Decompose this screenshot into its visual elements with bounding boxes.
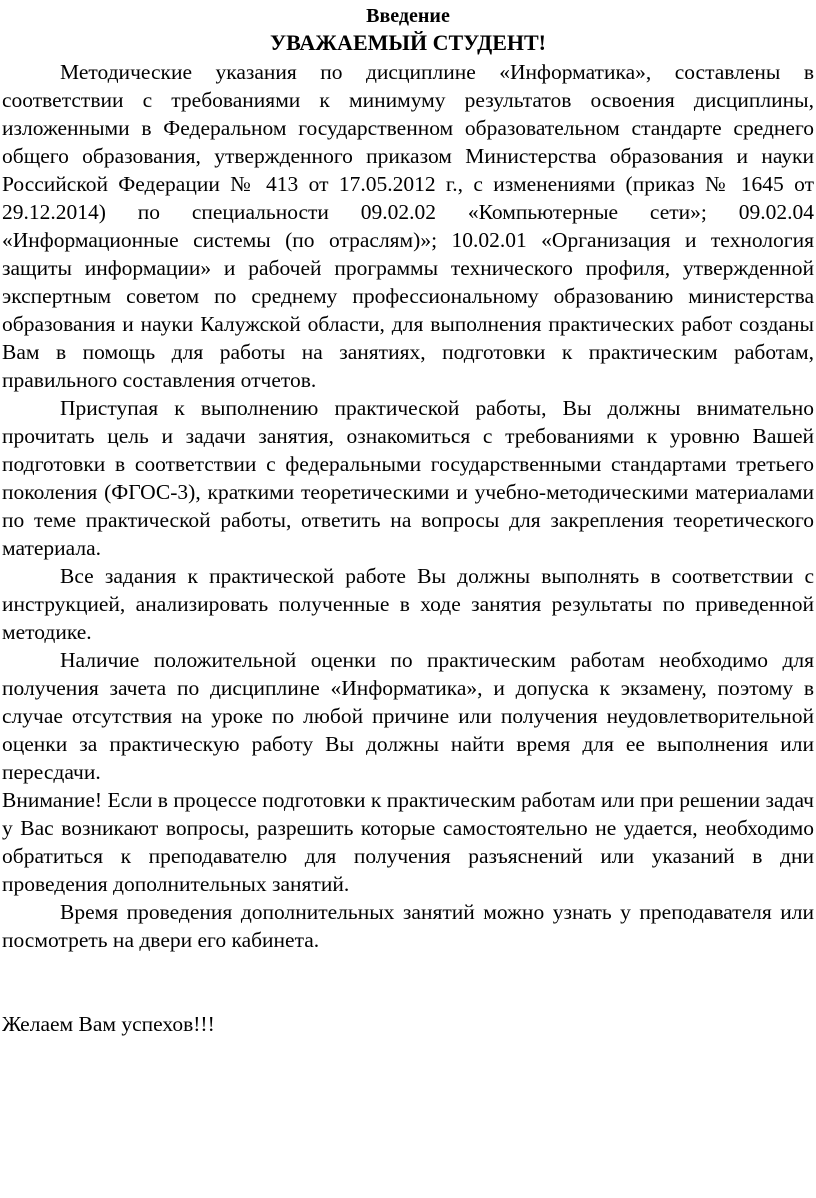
spacer	[2, 954, 814, 1010]
paragraph-preparation: Приступая к выполнению практической работы, Вы должны внимательно прочитать цель и задачи занятия, ознакомиться с требованиями к уровню Вашей подготовки в соответствии с федеральными государственными стандартами третьего поколения (ФГОС-3), краткими теоретическими и учебно-методическими материалами по теме практической работы, ответить на вопросы для закрепления теоретического материала.	[2, 396, 814, 560]
closing-line: Желаем Вам успехов!!!	[2, 1012, 215, 1036]
document-subtitle: УВАЖАЕМЫЙ СТУДЕНТ!	[269, 30, 547, 55]
paragraph-grading: Наличие положительной оценки по практическим работам необходимо для получения зачета по дисциплине «Информатика», и допуска к экзамену, поэтому в случае отсутствия на уроке по любой причине или получения неудовлетворительной оценки за практическую работу Вы должны найти время для ее выполнения или пересдачи.	[2, 648, 814, 784]
paragraph-schedule: Время проведения дополнительных занятий можно узнать у преподавателя или посмотреть на двери его кабинета.	[2, 900, 814, 952]
paragraph-attention: Внимание! Если в процессе подготовки к практическим работам или при решении задач у Вас возникают вопросы, разрешить которые самостоятельно не удается, необходимо обратиться к преподавателю для получения разъяснений или указаний в дни проведения дополнительных занятий.	[2, 788, 814, 896]
paragraph-intro: Методические указания по дисциплине «Информатика», составлены в соответствии с требованиями к минимуму результатов освоения дисциплины, изложенными в Федеральном государственном образовательном стандарте среднего общего образования, утвержденного приказом Министерства образования и науки Российской Федерации № 413 от 17.05.2012 г., с изменениями (приказ № 1645 от 29.12.2014) по специальности 09.02.02 «Компьютерные сети»; 09.02.04 «Информационные системы (по отраслям)»; 10.02.01 «Организация и технология защиты информации» и рабочей программы технического профиля, утвержденной экспертным советом по среднему профессиональному образованию министерства образования и науки Калужской области, для выполнения практических работ созданы Вам в помощь для работы на занятиях, подготовки к практическим работам, правильного составления отчетов.	[2, 60, 814, 392]
paragraph-tasks: Все задания к практической работе Вы должны выполнять в соответствии с инструкцией, анализировать полученные в ходе занятия результаты по приведенной методике.	[2, 564, 814, 644]
document-title: Введение	[366, 5, 450, 27]
